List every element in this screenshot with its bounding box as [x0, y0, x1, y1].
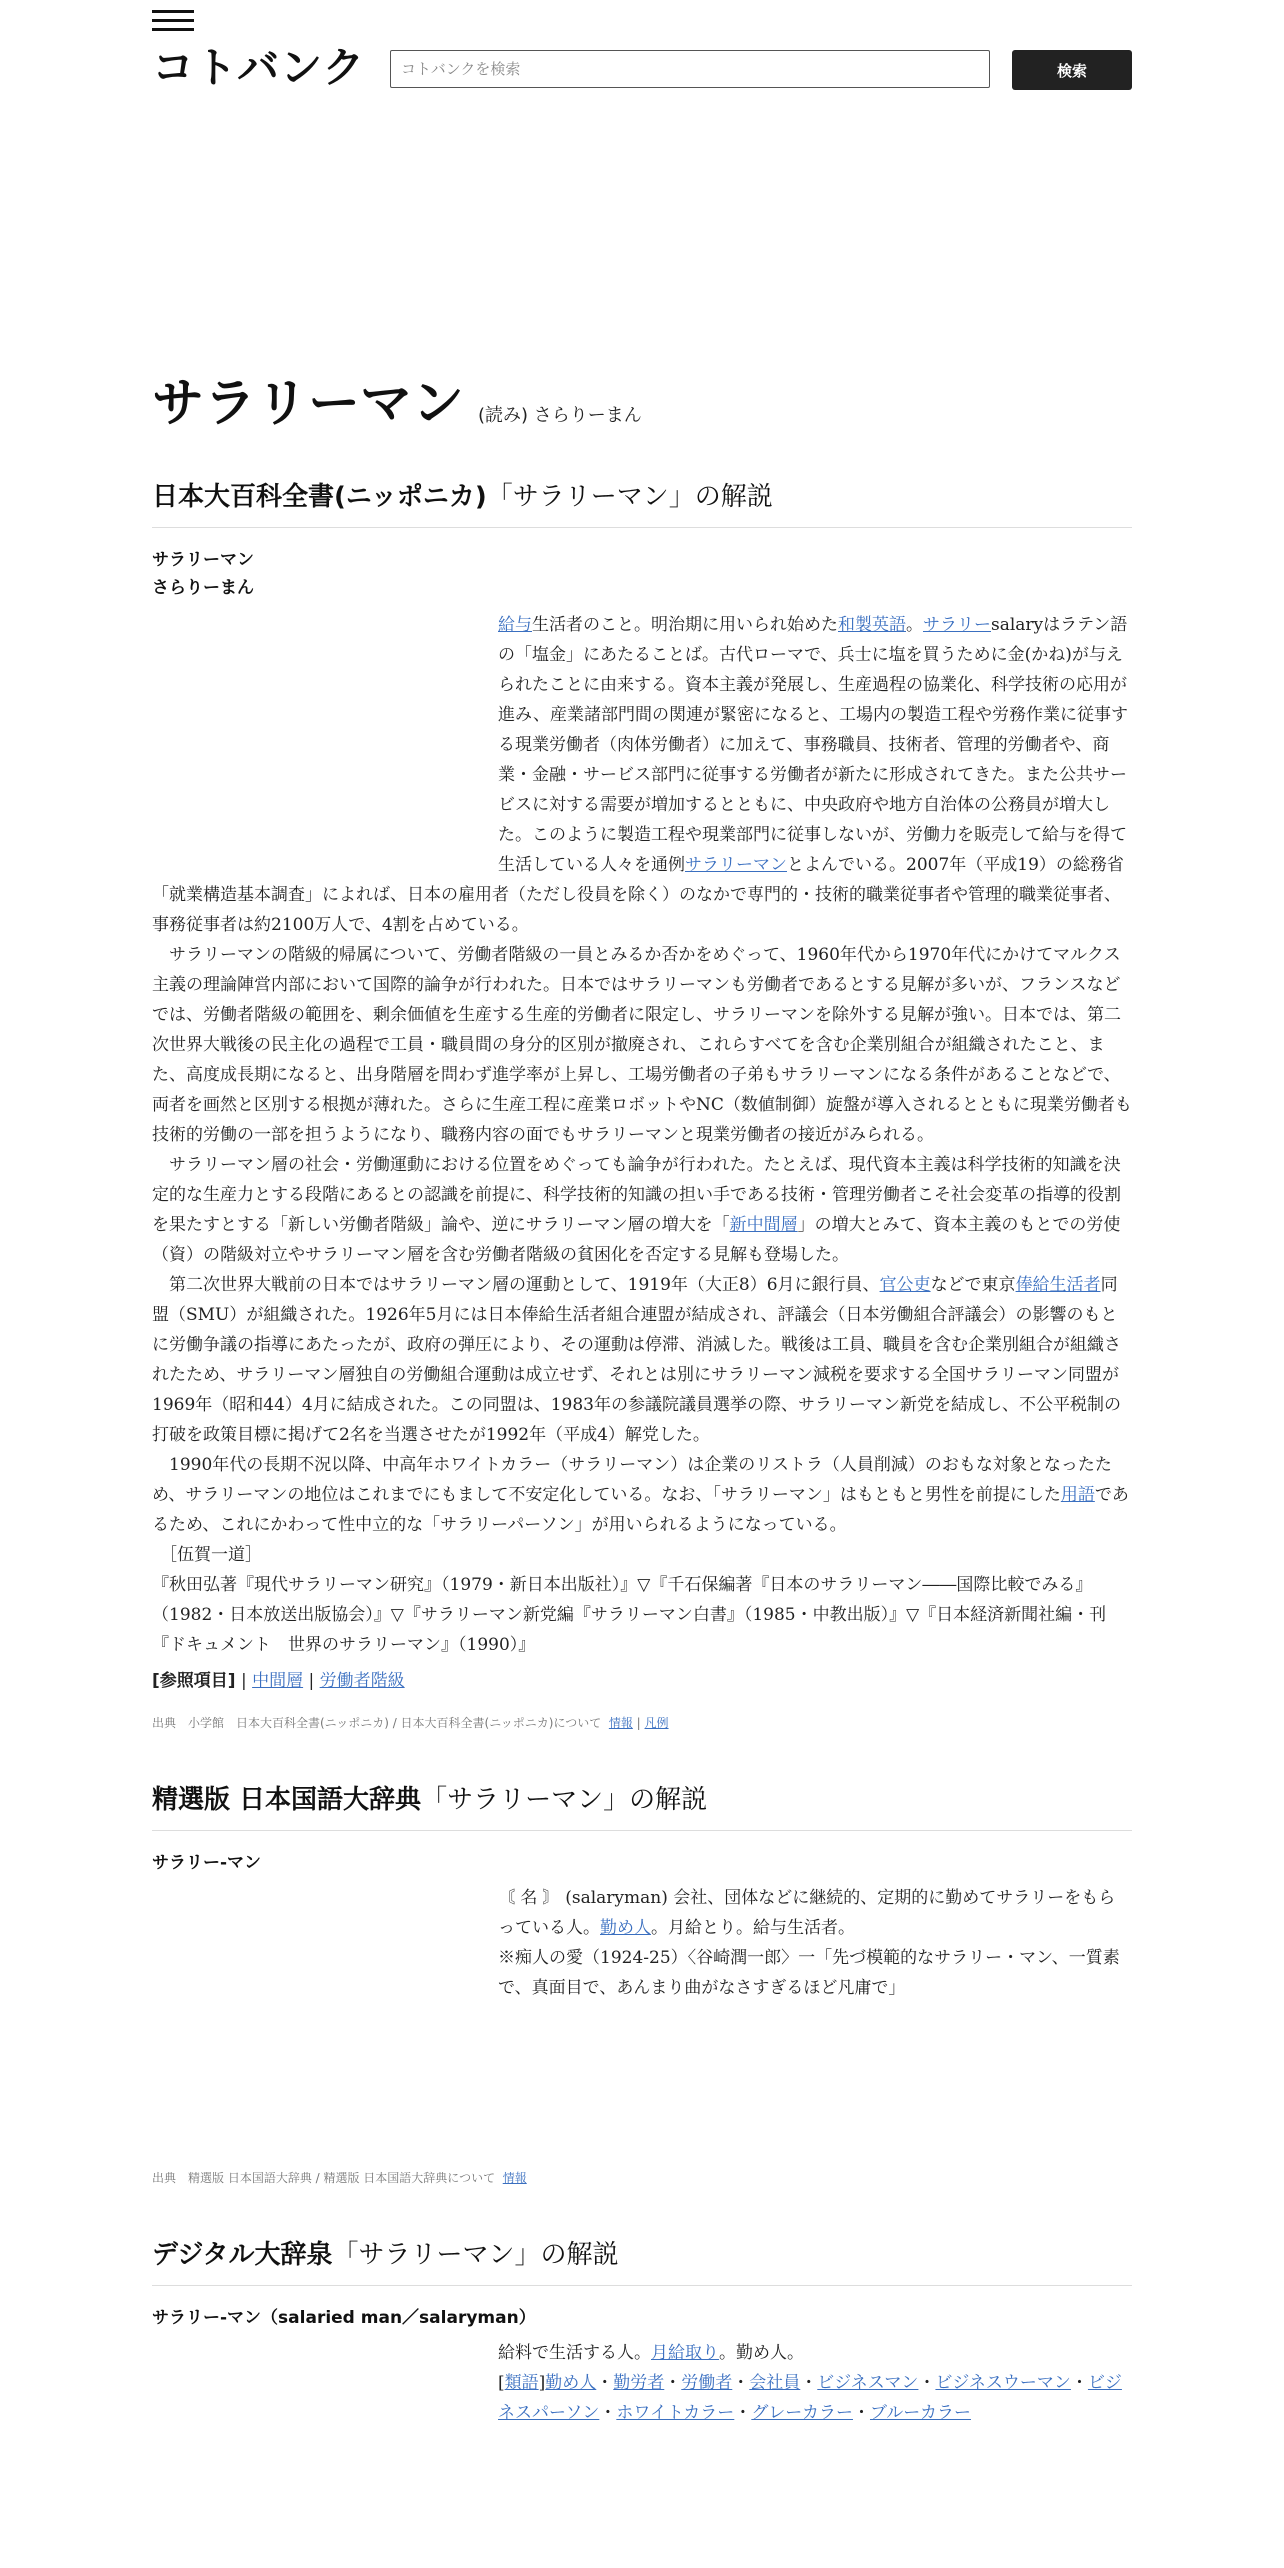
- separator: ・: [732, 2373, 750, 2393]
- paragraph-3: [152, 1150, 1132, 1270]
- section-title-rest: 「サラリーマン」の解説: [332, 2240, 619, 2270]
- separator: |: [235, 1671, 253, 1691]
- separator: ・: [599, 2403, 617, 2423]
- hamburger-menu-icon[interactable]: [152, 10, 194, 32]
- section-title-bold: 精選版 日本国語大辞典: [152, 1785, 422, 1815]
- text: 第二次世界大戦前の日本ではサラリーマン層の運動として、1919年（大正8）6月に銀行員、: [169, 1275, 880, 1295]
- separator: ・: [664, 2373, 682, 2393]
- synonym-link[interactable]: ビジネスウーマン: [935, 2373, 1071, 2393]
- section-title-nipponica: [152, 476, 1132, 528]
- text: サラリーマン層の社会・労働運動における位置をめぐっても論争が行われた。たとえば、現代資本主義は科学技術的知識を決定的な生産力とする段階にあるとの認識を前提に、科学技術的知識の担い手である技術・管理労働者こそ社会変革の指導的役割を果たすとする「新しい労働者階級」論や、逆にサラリーマン層の増大を「: [152, 1155, 1121, 1235]
- definition: [498, 1883, 1132, 2003]
- source-text: 出典 精選版 日本国語大辞典 / 精選版 日本国語大辞典について: [152, 2171, 496, 2185]
- main-content: [152, 370, 1132, 2428]
- separator: ・: [596, 2373, 614, 2393]
- link-salary[interactable]: サラリー: [923, 615, 991, 635]
- link-hokyu-seikatsusha[interactable]: 俸給生活者: [1015, 1275, 1101, 1295]
- paragraph-4: [152, 1270, 1132, 1450]
- paragraph-2: サラリーマンの階級的帰属について、労働者階級の一員とみるか否かをめぐって、1960年代から1970年代にかけてマルクス主義の理論陣営内部において国際的論争が行われた。日本ではサラリーマンも労働者であるとする見解が多いが、フランスなどでは、労働者階級の範囲を、剰余価値を生産する生産的労働者に限定し、サラリーマンを除外する見解が強い。日本では、第二次世界大戦後の民主化の過程で工員・職員間の身分的区別が撤廃され、これらすべてを含む企業別組合が組織されたこと、また、高度成長期になると、出身階層を問わず進学率が上昇し、工場労働者の子弟もサラリーマンになる条件があることなどで、両者を画然と区別する根拠が薄れた。さらに生産工程に産業ロボットやNC（数値制御）旋盤が導入されるとともに現業労働者も技術的労働の一部を担うようになり、職務内容の面でもサラリーマンと現業労働者の接近がみられる。: [152, 945, 1132, 1145]
- synonym-link[interactable]: 勤労者: [613, 2373, 665, 2393]
- text: 〘 名 〙 (salaryman) 会社、団体などに継続的、定期的に勤めてサラリーをもらっている人。: [498, 1888, 1116, 1938]
- text: 同盟（SMU）が組織された。1926年5月には日本俸給生活者組合連盟が結成され、評議会（日本労働組合評議会）の影響のもとに労働争議の指導にあたったが、政府の弾圧により、その運動は停滞、消滅した。戦後は工員、職員を含む企業別組合が組織されたため、サラリーマン層独自の労働組合運動は成立せず、それとは別にサラリーマン減税を要求する全国サラリーマン同盟が1969年（昭和44）4月に結成された。この同盟は、1983年の参議院議員選挙の際、サラリーマン新党を結成し、不公平税制の打破を政策目標に掲げて2名を当選させたが1992年（平成4）解党した。: [152, 1275, 1121, 1445]
- link-gekkyutori[interactable]: 月給取り: [651, 2343, 719, 2363]
- quotation: ※痴人の愛（1924-25）〈谷崎潤一郎〉一「先づ模範的なサラリー・マン、一質素で、真面目で、あんまり曲がなさすぎるほど凡庸で」: [498, 1948, 1120, 1998]
- text: 」の増大とみて、資本主義のもとでの労使（資）の階級対立やサラリーマン層を含む労働者階級の貧困化を否定する見解も登場した。: [152, 1215, 1121, 1265]
- section-title-bold: デジタル大辞泉: [152, 2240, 333, 2270]
- link-salaryman[interactable]: サラリーマン: [685, 855, 787, 875]
- bracket: [: [498, 2373, 505, 2393]
- search-input[interactable]: [390, 50, 990, 88]
- title-reading: (読み) さらりーまん: [478, 405, 642, 426]
- author: ［伍賀一道］: [160, 1545, 262, 1565]
- synonym-link[interactable]: グレーカラー: [751, 2403, 853, 2423]
- text: 。勤め人。: [719, 2343, 804, 2363]
- separator: |: [632, 1716, 645, 1730]
- section-title-rest: 「サラリーマン」の解説: [486, 482, 773, 512]
- separator: ・: [800, 2373, 818, 2393]
- headword: サラリーマン: [152, 550, 254, 570]
- link-wasei-eigo[interactable]: 和製英語: [838, 615, 906, 635]
- site-header: [152, 0, 1132, 100]
- site-logo[interactable]: コトバンク: [152, 43, 366, 92]
- text: とよんでいる。2007年（平成19）の総務省「就業構造基本調査」によれば、日本の雇用者（ただし役員を除く）のなかで専門的・技術的職業従事者や管理的職業従事者、事務従事者は約2100万人で、4割を占めている。: [152, 855, 1124, 935]
- text: であるため、これにかわって性中立的な「サラリーパーソン」が用いられるようになっている。: [152, 1485, 1129, 1535]
- headword: サラリー-マン: [152, 1853, 262, 1873]
- related-items: [152, 1666, 1132, 1696]
- separator: ・: [734, 2403, 752, 2423]
- separator: ・: [1070, 2373, 1088, 2393]
- section-title-daijisen: [152, 2234, 1132, 2286]
- synonym-link[interactable]: 労働者: [681, 2373, 733, 2393]
- source-text: 出典 小学館 日本大百科全書(ニッポニカ) / 日本大百科全書(ニッポニカ)について: [152, 1716, 602, 1730]
- article-body: [152, 610, 1132, 1660]
- separator: |: [303, 1671, 320, 1691]
- page-title: サラリーマン: [152, 374, 465, 434]
- related-link-chukanso[interactable]: 中間層: [252, 1671, 304, 1691]
- synonym-link[interactable]: ホワイトカラー: [616, 2403, 735, 2423]
- link-yogo[interactable]: 用語: [1060, 1485, 1095, 1505]
- separator: ・: [852, 2403, 870, 2423]
- synonyms: [498, 2368, 1132, 2428]
- synonym-link[interactable]: ビジネスパーソン: [498, 2373, 1122, 2423]
- paragraph-5: [152, 1450, 1132, 1540]
- section-seisenban: [152, 1779, 1132, 2186]
- synonym-link[interactable]: ビジネスマン: [817, 2373, 919, 2393]
- synonym-link[interactable]: 会社員: [749, 2373, 801, 2393]
- source-line: [152, 2169, 1132, 2186]
- text: salaryはラテン語の「塩金」にあたることば。古代ローマで、兵士に塩を買うために金(かね)が与えられたことに由来する。資本主義が発展し、生産過程の協業化、科学技術の応用が進み、産業諸部門間の関連が緊密になると、工場内の製造工程や労務作業に従事する現業労働者（肉体労働者）に加えて、事務職員、技術者、管理的労働者や、商業・金融・サービス部門に従事する労働者が新たに形成されてきた。また公共サービスに対する需要が増加するとともに、中央政府や地方自治体の公務員が増大した。このように製造工程や現業部門に従事しないが、労働力を販売して給与を得て生活している人々を通例: [498, 615, 1129, 875]
- source-line: [152, 1714, 1132, 1731]
- separator: ・: [918, 2373, 936, 2393]
- text: などで東京: [930, 1275, 1016, 1295]
- headword-reading: さらりーまん: [152, 578, 254, 598]
- search-button[interactable]: 検索: [1012, 50, 1132, 90]
- synonyms-label-link[interactable]: 類語: [504, 2373, 539, 2393]
- source-hanrei-link[interactable]: 凡例: [644, 1716, 669, 1730]
- definition: [498, 2338, 1132, 2428]
- text: 。: [906, 615, 923, 635]
- synonym-link[interactable]: ブルーカラー: [869, 2403, 971, 2423]
- link-kankori[interactable]: 官公吏: [879, 1275, 931, 1295]
- text: 。月給とり。給与生活者。: [651, 1918, 855, 1938]
- section-title-bold: 日本大百科全書(ニッポニカ): [152, 482, 487, 512]
- definition-text: [498, 1883, 1132, 1943]
- bracket: ]: [538, 2373, 546, 2393]
- link-shinchukanso[interactable]: 新中間層: [729, 1215, 798, 1235]
- link-kyuyo[interactable]: 給与: [498, 615, 532, 635]
- related-label: [参照項目]: [152, 1671, 236, 1691]
- section-daijisen: [152, 2234, 1132, 2428]
- text: 給料で生活する人。: [498, 2343, 651, 2363]
- synonym-link[interactable]: 勤め人: [545, 2373, 597, 2393]
- section-title-rest: 「サラリーマン」の解説: [421, 1785, 708, 1815]
- references: 『秋田弘著『現代サラリーマン研究』（1979・新日本出版社）』▽『千石保編著『日本のサラリーマン――国際比較でみる』（1982・日本放送出版協会）』▽『サラリーマン新党編『サラリーマン白書』（1985・中教出版）』▽『日本経済新聞社編・刊『ドキュメント 世界のサラリーマン』（1990）』: [152, 1575, 1107, 1655]
- source-info-link[interactable]: 情報: [608, 1716, 633, 1730]
- link-tsutomenin[interactable]: 勤め人: [600, 1918, 651, 1938]
- source-info-link[interactable]: 情報: [502, 2171, 527, 2185]
- text: 1990年代の長期不況以降、中高年ホワイトカラー（サラリーマン）は企業のリストラ（人員削減）のおもな対象となったため、サラリーマンの地位はこれまでにもまして不安定化している。なお、「サラリーマン」はもともと男性を前提にした: [152, 1455, 1112, 1505]
- definition-text: [498, 2338, 1132, 2368]
- section-title-seisenban: [152, 1779, 1132, 1831]
- page-title-block: [152, 370, 1132, 438]
- section-nipponica: [152, 476, 1132, 1731]
- text: 生活者のこと。明治期に用いられ始めた: [532, 615, 838, 635]
- related-link-rodosha-kaikyu[interactable]: 労働者階級: [319, 1671, 405, 1691]
- headword: サラリー-マン（salaried man／salaryman）: [152, 2308, 536, 2328]
